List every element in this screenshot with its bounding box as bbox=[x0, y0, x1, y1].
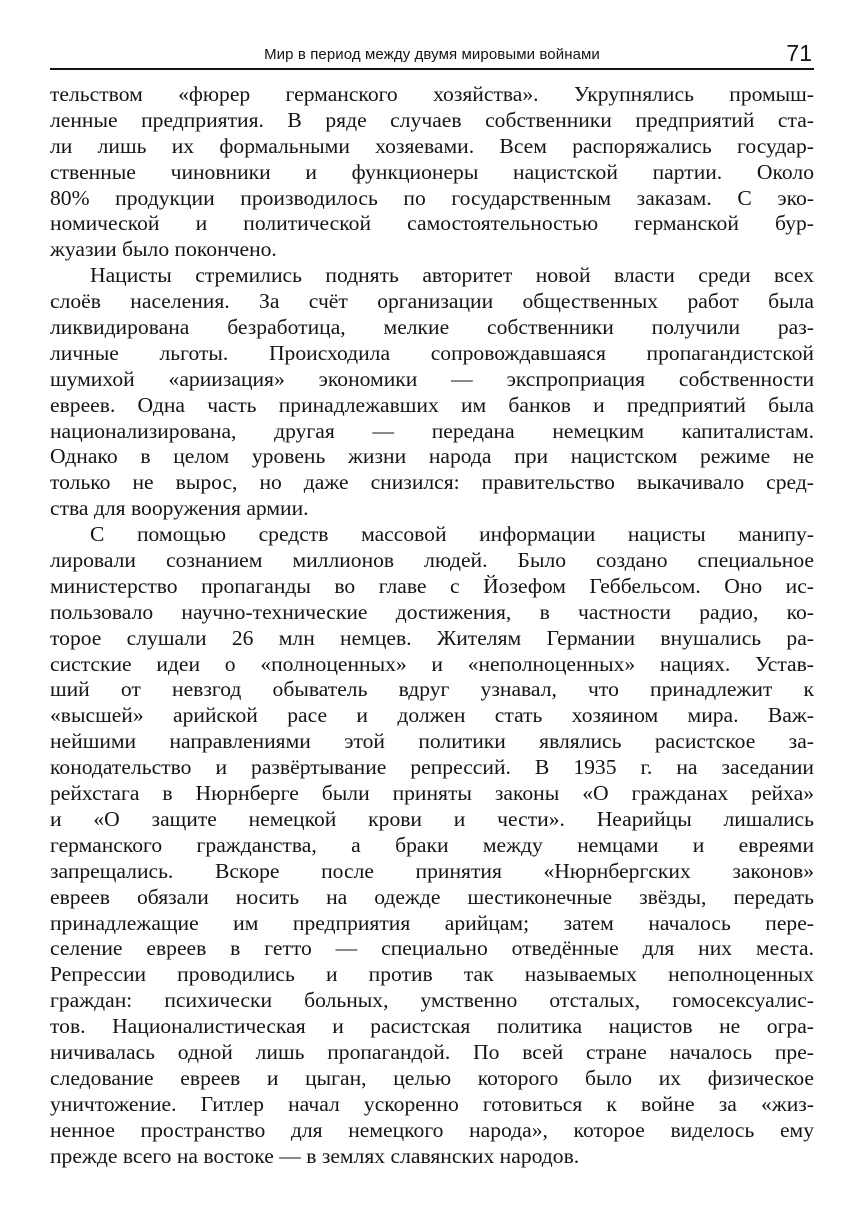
text-line: министерство пропаганды во главе с Йозефом Геббельсом. Оно ис- bbox=[50, 573, 814, 598]
text-line: тельством «фюрер германского хозяйства». Укрупнялись промыш- bbox=[50, 82, 814, 106]
text-line: принадлежащие им предприятия арийцам; затем началось пере- bbox=[50, 910, 814, 935]
text-line: германского гражданства, а браки между немцами и евреями bbox=[50, 832, 814, 857]
text-line: следование евреев и цыган, целью которого было их физическое bbox=[50, 1065, 814, 1090]
text-line: граждан: психически больных, умственно отсталых, гомосексуалис- bbox=[50, 988, 814, 1013]
text-line: номической и политической самостоятельностью германской бур- bbox=[50, 211, 814, 236]
text-line: ликвидирована безработица, мелкие собственники получили раз- bbox=[50, 315, 814, 340]
text-line: селение евреев в гетто — специально отведённые для них места. bbox=[50, 936, 814, 961]
text-line: Однако в целом уровень жизни народа при нацистском режиме не bbox=[50, 444, 814, 469]
text-line: тов. Националистическая и расистская политика нацистов не огра- bbox=[50, 1014, 814, 1039]
text-line: пользовало научно-технические достижения, в частности радио, ко- bbox=[50, 599, 814, 624]
text-line: прежде всего на востоке — в землях славянских народов. bbox=[50, 1143, 580, 1168]
body-text bbox=[50, 82, 814, 1169]
text-line: евреев обязали носить на одежде шестиконечные звёзды, передать bbox=[50, 884, 814, 909]
text-line: нейшими направлениями этой политики являлись расистское за- bbox=[50, 729, 814, 754]
paragraph bbox=[50, 263, 814, 522]
text-line: и «О защите немецкой крови и чести». Неарийцы лишались bbox=[50, 806, 814, 831]
text-line: запрещались. Вскоре после принятия «Нюрнбергских законов» bbox=[50, 858, 814, 883]
text-line: евреев. Одна часть принадлежавших им банков и предприятий была bbox=[50, 392, 814, 417]
paragraph bbox=[50, 82, 814, 263]
text-line: шумихой «ариизация» экономики — экспроприация собственности bbox=[50, 366, 814, 391]
text-line: 80% продукции производилось по государственным заказам. С эко- bbox=[50, 185, 814, 210]
text-line: ленные предприятия. В ряде случаев собственники предприятий ста- bbox=[50, 107, 814, 132]
text-line: лировали сознанием миллионов людей. Было создано специальное bbox=[50, 548, 814, 573]
text-line: рейхстага в Нюрнберге были приняты законы «О гражданах рейха» bbox=[50, 781, 814, 806]
text-line: Нацисты стремились поднять авторитет новой власти среди всех bbox=[90, 263, 814, 288]
text-line: «высшей» арийской расе и должен стать хозяином мира. Важ- bbox=[50, 703, 814, 728]
text-line: ства для вооружения армии. bbox=[50, 496, 309, 521]
running-title: Мир в период между двумя мировыми войнами bbox=[264, 46, 600, 63]
text-line: Репрессии проводились и против так называемых неполноценных bbox=[50, 962, 814, 987]
text-line: ший от невзгод обыватель вдруг узнавал, что принадлежит к bbox=[50, 677, 814, 702]
text-line: систские идеи о «полноценных» и «неполноценных» нациях. Устав- bbox=[50, 651, 814, 676]
text-line: торое слушали 26 млн немцев. Жителям Германии внушались ра- bbox=[50, 625, 814, 650]
text-line: ненное пространство для немецкого народа», которое виделось ему bbox=[50, 1117, 814, 1142]
text-line: слоёв населения. За счёт организации общественных работ была bbox=[50, 289, 814, 314]
text-line: личные льготы. Происходила сопровождавшаяся пропагандистской bbox=[50, 340, 814, 365]
page-number: 71 bbox=[786, 40, 812, 66]
text-line: ственные чиновники и функционеры нацистской партии. Около bbox=[50, 159, 814, 184]
text-line: национализирована, другая — передана немецким капиталистам. bbox=[50, 418, 814, 443]
text-line: С помощью средств массовой информации нацисты манипу- bbox=[90, 522, 814, 547]
paragraph bbox=[50, 522, 814, 1169]
running-head bbox=[50, 40, 814, 70]
text-line: ничивалась одной лишь пропагандой. По всей стране началось пре- bbox=[50, 1039, 814, 1064]
text-line: ли лишь их формальными хозяевами. Всем распоряжались государ- bbox=[50, 133, 814, 158]
text-line: конодательство и развёртывание репрессий. В 1935 г. на заседании bbox=[50, 755, 814, 780]
text-line: жуазии было покончено. bbox=[50, 237, 277, 262]
text-line: уничтожение. Гитлер начал ускоренно готовиться к войне за «жиз- bbox=[50, 1091, 814, 1116]
text-line: только не вырос, но даже снизился: правительство выкачивало сред- bbox=[50, 470, 814, 495]
